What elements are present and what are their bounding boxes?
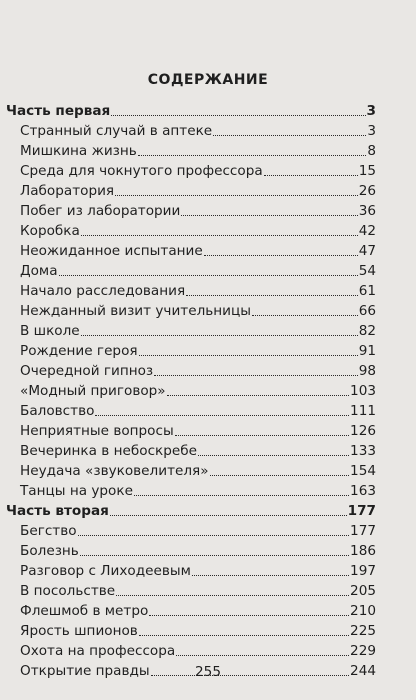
dot-leader <box>175 435 349 436</box>
chapter-title: Рождение героя <box>20 343 138 359</box>
chapter-page-number: 42 <box>358 223 376 239</box>
toc-chapter-row[interactable] <box>20 439 376 459</box>
chapter-title: Ярость шпионов <box>20 623 138 639</box>
toc-chapter-row[interactable] <box>20 479 376 499</box>
chapter-page-number: 225 <box>350 623 376 639</box>
toc-chapter-row[interactable] <box>20 559 376 579</box>
chapter-page-number: 210 <box>350 603 376 619</box>
dot-leader <box>81 235 358 236</box>
dot-leader <box>213 135 366 136</box>
dot-leader <box>154 375 358 376</box>
toc-chapter-row[interactable] <box>20 319 376 339</box>
dot-leader <box>139 355 358 356</box>
dot-leader <box>81 335 358 336</box>
chapter-title: Разговор с Лиходеевым <box>20 563 191 579</box>
chapter-page-number: 163 <box>350 483 376 499</box>
chapter-page-number: 197 <box>350 563 376 579</box>
toc-chapter-row[interactable] <box>20 539 376 559</box>
chapter-page-number: 229 <box>350 643 376 659</box>
chapter-title: Начало расследования <box>20 283 186 299</box>
chapter-page-number: 177 <box>350 523 376 539</box>
chapter-page-number: 98 <box>358 363 376 379</box>
chapter-page-number: 91 <box>358 343 376 359</box>
chapter-page-number: 154 <box>350 463 376 479</box>
chapter-title: Флешмоб в метро <box>20 603 149 619</box>
toc-chapter-row[interactable] <box>20 199 376 219</box>
chapter-title: В школе <box>20 323 80 339</box>
chapter-title: Бегство <box>20 523 77 539</box>
dot-leader <box>210 475 350 476</box>
chapter-page-number: 26 <box>358 183 376 199</box>
toc-chapter-row[interactable] <box>20 519 376 539</box>
chapter-page-number: 61 <box>358 283 376 299</box>
chapter-page-number: 186 <box>350 543 376 559</box>
toc-chapter-row[interactable] <box>20 359 376 379</box>
toc-chapter-row[interactable] <box>20 299 376 319</box>
chapter-title: Неприятные вопросы <box>20 423 174 439</box>
chapter-title: Вечеринка в небоскребе <box>20 443 198 459</box>
dot-leader <box>116 595 349 596</box>
chapter-title: Мишкина жизнь <box>20 143 137 159</box>
part-title: Часть вторая <box>6 503 109 519</box>
dot-leader <box>110 515 347 516</box>
toc-part-row[interactable] <box>6 499 376 519</box>
dot-leader <box>149 615 349 616</box>
toc-chapter-row[interactable] <box>20 399 376 419</box>
toc-chapter-row[interactable] <box>20 119 376 139</box>
chapter-page-number: 111 <box>350 403 376 419</box>
chapter-title: Баловство <box>20 403 95 419</box>
chapter-page-number: 103 <box>350 383 376 399</box>
part-page-number: 3 <box>366 103 376 119</box>
page-title: СОДЕРЖАНИЕ <box>147 72 269 88</box>
toc-chapter-row[interactable] <box>20 219 376 239</box>
toc-chapter-row[interactable] <box>20 139 376 159</box>
dot-leader <box>139 635 349 636</box>
toc-chapter-row[interactable] <box>20 179 376 199</box>
chapter-page-number: 54 <box>358 263 376 279</box>
chapter-title: «Модный приговор» <box>20 383 166 399</box>
toc-chapter-row[interactable] <box>20 279 376 299</box>
dot-leader <box>115 195 358 196</box>
toc-chapter-row[interactable] <box>20 639 376 659</box>
chapter-title: Болезнь <box>20 543 79 559</box>
chapter-title: Среда для чокнутого профессора <box>20 163 263 179</box>
dot-leader <box>176 655 349 656</box>
chapter-page-number: 82 <box>358 323 376 339</box>
dot-leader <box>111 115 365 116</box>
dot-leader <box>252 315 358 316</box>
chapter-page-number: 47 <box>358 243 376 259</box>
dot-leader <box>95 415 349 416</box>
dot-leader <box>186 295 358 296</box>
dot-leader <box>198 455 349 456</box>
toc-chapter-row[interactable] <box>20 419 376 439</box>
dot-leader <box>264 175 358 176</box>
toc-chapter-row[interactable] <box>20 619 376 639</box>
dot-leader <box>167 395 349 396</box>
part-title: Часть первая <box>6 103 111 119</box>
chapter-title: В посольстве <box>20 583 116 599</box>
chapter-title: Лаборатория <box>20 183 115 199</box>
chapter-title: Открытие правды <box>20 663 150 679</box>
chapter-title: Побег из лаборатории <box>20 203 181 219</box>
chapter-title: Танцы на уроке <box>20 483 133 499</box>
chapter-title: Нежданный визит учительницы <box>20 303 251 319</box>
chapter-title: Странный случай в аптеке <box>20 123 213 139</box>
chapter-title: Неудача «звуковелителя» <box>20 463 209 479</box>
dot-leader <box>192 575 349 576</box>
toc-chapter-row[interactable] <box>20 459 376 479</box>
page-number: 255 <box>195 664 221 680</box>
chapter-page-number: 8 <box>367 143 376 159</box>
toc-chapter-row[interactable] <box>20 239 376 259</box>
chapter-title: Охота на профессора <box>20 643 176 659</box>
chapter-title: Коробка <box>20 223 80 239</box>
toc-chapter-row[interactable] <box>20 159 376 179</box>
chapter-page-number: 3 <box>367 123 376 139</box>
toc-chapter-row[interactable] <box>20 259 376 279</box>
chapter-page-number: 133 <box>350 443 376 459</box>
dot-leader <box>204 255 358 256</box>
dot-leader <box>181 215 357 216</box>
dot-leader <box>134 495 349 496</box>
chapter-title: Очередной гипноз <box>20 363 154 379</box>
chapter-page-number: 205 <box>350 583 376 599</box>
toc-chapter-row[interactable] <box>20 379 376 399</box>
chapter-page-number: 126 <box>350 423 376 439</box>
dot-leader <box>80 555 349 556</box>
chapter-page-number: 36 <box>358 203 376 219</box>
dot-leader <box>138 155 367 156</box>
part-page-number: 177 <box>347 503 376 519</box>
toc-part-row[interactable] <box>6 99 376 119</box>
chapter-page-number: 66 <box>358 303 376 319</box>
dot-leader <box>59 275 358 276</box>
chapter-page-number: 15 <box>358 163 376 179</box>
toc-chapter-row[interactable] <box>20 339 376 359</box>
dot-leader <box>78 535 349 536</box>
chapter-title: Дома <box>20 263 58 279</box>
chapter-title: Неожиданное испытание <box>20 243 203 259</box>
toc-chapter-row[interactable] <box>20 579 376 599</box>
toc-chapter-row[interactable] <box>20 599 376 619</box>
chapter-page-number: 244 <box>350 663 376 679</box>
